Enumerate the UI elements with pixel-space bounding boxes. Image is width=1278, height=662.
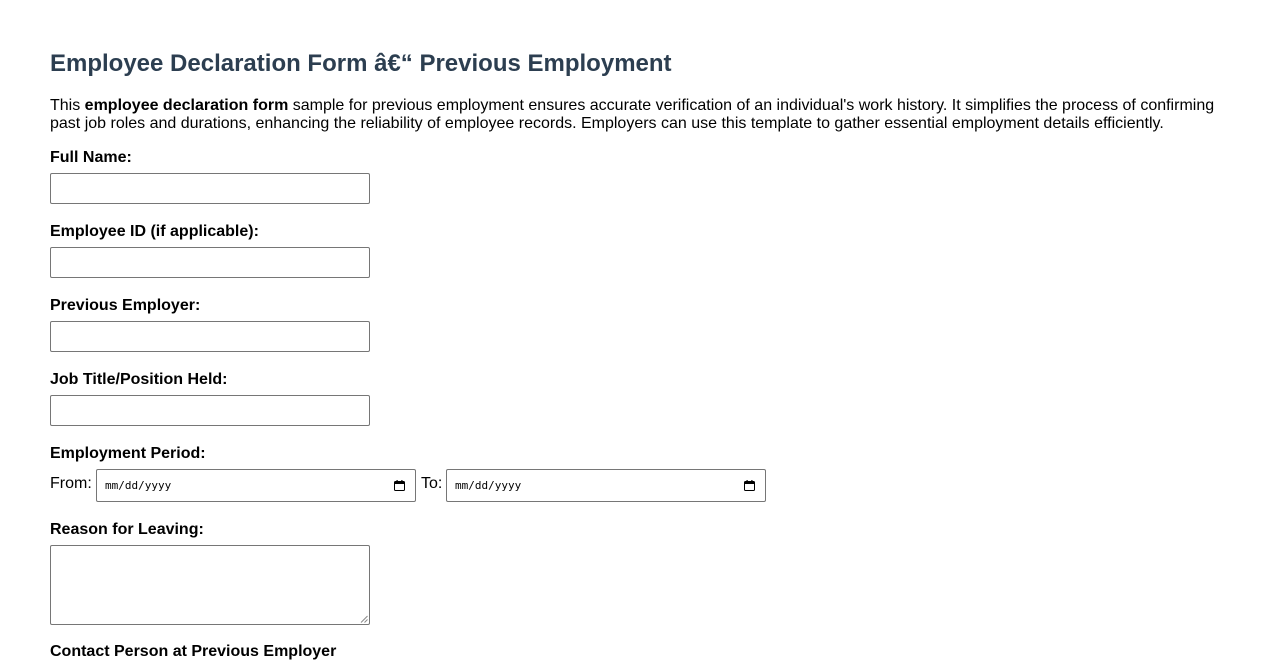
full-name-input[interactable] [50, 173, 370, 204]
page-title: Employee Declaration Form â€“ Previous Employment [50, 50, 672, 77]
reason-for-leaving-textarea[interactable] [50, 545, 370, 625]
previous-employer-label: Previous Employer: [50, 297, 201, 314]
from-date-input[interactable] [96, 469, 416, 502]
intro-bold-term: employee declaration form [84, 97, 289, 114]
calendar-icon[interactable] [394, 480, 405, 491]
from-label: From: [50, 475, 92, 492]
from-date-placeholder: mm/dd/yyyy [105, 479, 172, 492]
job-title-input[interactable] [50, 395, 370, 426]
calendar-icon[interactable] [744, 480, 755, 491]
resize-grip-icon[interactable] [360, 615, 368, 623]
intro-suffix: sample for previous employment ensures accurate verification of an individual's work history. It simplifies the process of confirming past job roles and durations, enhancing the reliability of employee records. Employers can use this template to gather essential employment details efficiently. [50, 97, 1215, 132]
intro-paragraph [50, 97, 1230, 133]
to-label: To: [421, 475, 443, 492]
employee-id-input[interactable] [50, 247, 370, 278]
contact-person-label: Contact Person at Previous Employer [50, 643, 337, 660]
job-title-label: Job Title/Position Held: [50, 371, 228, 388]
intro-prefix: This [50, 97, 85, 114]
to-date-input[interactable] [446, 469, 766, 502]
previous-employer-input[interactable] [50, 321, 370, 352]
employment-period-label: Employment Period: [50, 445, 206, 462]
employee-id-label: Employee ID (if applicable): [50, 223, 259, 240]
full-name-label: Full Name: [50, 149, 132, 166]
to-date-placeholder: mm/dd/yyyy [455, 479, 522, 492]
reason-for-leaving-label: Reason for Leaving: [50, 521, 204, 538]
